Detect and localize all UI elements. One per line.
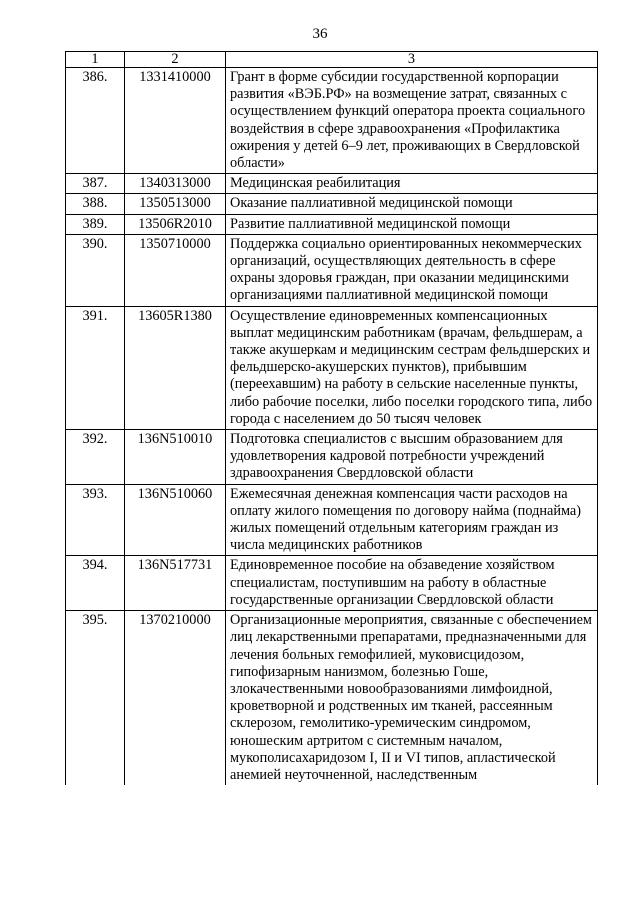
- table-row: [66, 556, 598, 611]
- row-number: 392.: [66, 430, 125, 485]
- row-number: 390.: [66, 234, 125, 306]
- row-code: 13506R2010: [125, 214, 226, 234]
- table-row: [66, 174, 598, 194]
- row-number: 387.: [66, 174, 125, 194]
- column-header-code: 2: [125, 52, 226, 68]
- table-row: [66, 430, 598, 485]
- row-code: 1340313000: [125, 174, 226, 194]
- row-number: 395.: [66, 611, 125, 786]
- row-description: Поддержка социально ориентированных некоммерческих организаций, осуществляющих деятельность в сфере охраны здоровья граждан, при оказании медицинскими организациями паллиативной медицинской помощи: [226, 234, 598, 306]
- row-description: Медицинская реабилитация: [226, 174, 598, 194]
- table-row: [66, 306, 598, 429]
- row-code: 136N517731: [125, 556, 226, 611]
- row-description: Осуществление единовременных компенсационных выплат медицинским работникам (врачам, фельдшерам, а также акушеркам и медицинским сестрам фельдшерских и фельдшерско-акушерских пунктов), прибывшим (переехавшим) на работу в сельские населенные пункты, либо рабочие поселки, либо поселки городского типа, либо города с населением до 50 тысяч человек: [226, 306, 598, 429]
- row-number: 389.: [66, 214, 125, 234]
- row-description: Ежемесячная денежная компенсация части расходов на оплату жилого помещения по договору найма (поднайма) жилых помещений отдельным категориям граждан из числа медицинских работников: [226, 484, 598, 556]
- row-code: 1350513000: [125, 194, 226, 214]
- table-row: [66, 194, 598, 214]
- row-description: Единовременное пособие на обзаведение хозяйством специалистам, поступившим на работу в областные государственные организации Свердловской области: [226, 556, 598, 611]
- table-row: [66, 611, 598, 786]
- row-code: 1370210000: [125, 611, 226, 786]
- row-number: 388.: [66, 194, 125, 214]
- row-description: Подготовка специалистов с высшим образованием для удовлетворения кадровой потребности учреждений здравоохранения Свердловской области: [226, 430, 598, 485]
- row-code: 136N510060: [125, 484, 226, 556]
- table-row: [66, 214, 598, 234]
- row-number: 394.: [66, 556, 125, 611]
- row-description: Грант в форме субсидии государственной корпорации развития «ВЭБ.РФ» на возмещение затрат, связанных с осуществлением функций оператора проекта социального воздействия в сфере здравоохранения «Профилактика ожирения у детей 6–9 лет, проживающих в Свердловской области»: [226, 68, 598, 174]
- table-row: [66, 68, 598, 174]
- row-description: Организационные мероприятия, связанные с обеспечением лиц лекарственными препаратами, предназначенными для лечения больных гемофилией, муковисцидозом, гипофизарным нанизмом, болезнью Гоше, злокачественными новообразованиями лимфоидной, кроветворной и родственных им тканей, рассеянным склерозом, гемолитико-уремическим синдромом, юношеским артритом с системным началом, мукополисахаридозом I, II и VI типов, апластической анемией неуточненной, наследственным: [226, 611, 598, 786]
- table-row: [66, 234, 598, 306]
- row-number: 393.: [66, 484, 125, 556]
- row-number: 391.: [66, 306, 125, 429]
- row-code: 1350710000: [125, 234, 226, 306]
- row-number: 386.: [66, 68, 125, 174]
- budget-classification-table: [65, 51, 598, 785]
- column-header-description: 3: [226, 52, 598, 68]
- table-header-row: [66, 52, 598, 68]
- row-code: 136N510010: [125, 430, 226, 485]
- page-number: 36: [312, 26, 328, 42]
- table-row: [66, 484, 598, 556]
- row-description: Оказание паллиативной медицинской помощи: [226, 194, 598, 214]
- row-code: 13605R1380: [125, 306, 226, 429]
- column-header-number: 1: [66, 52, 125, 68]
- row-code: 1331410000: [125, 68, 226, 174]
- row-description: Развитие паллиативной медицинской помощи: [226, 214, 598, 234]
